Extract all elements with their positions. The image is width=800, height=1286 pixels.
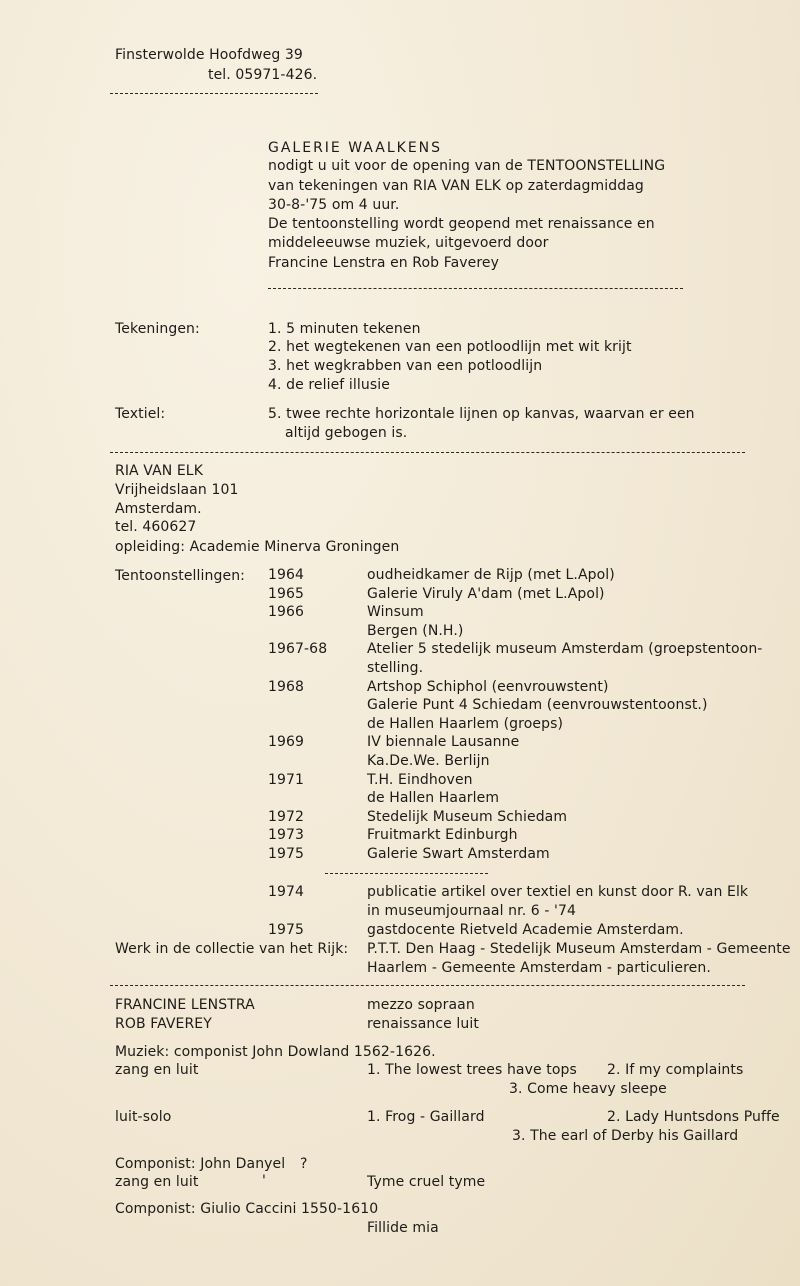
entry-text: Galerie Punt 4 Schiedam (eenvrouwstentoonst.): [367, 697, 708, 714]
performer-name: ROB FAVEREY: [115, 1016, 212, 1032]
drawing-item: 4. de relief illusie: [268, 377, 390, 393]
program-piece: 1. Frog - Gaillard: [367, 1109, 485, 1125]
entry-year: 1966: [268, 604, 305, 621]
program-piece: Fillide mia: [367, 1220, 439, 1236]
artist-education: opleiding: Academie Minerva Groningen: [115, 539, 400, 555]
entry-text: T.H. Eindhoven: [367, 771, 473, 788]
entry-year: 1967-68: [268, 641, 328, 658]
performer-name: FRANCINE LENSTRA: [115, 997, 255, 1013]
entry-text: de Hallen Haarlem (groeps): [367, 715, 564, 732]
artist-phone: tel. 460627: [115, 519, 197, 535]
performer-role: renaissance luit: [367, 1016, 479, 1032]
artist-name: RIA VAN ELK: [115, 463, 203, 479]
program-label: zang en luit: [115, 1174, 199, 1190]
divider: [110, 93, 318, 94]
entry-text: de Hallen Haarlem: [367, 790, 500, 807]
entry-year: 1964: [268, 567, 305, 583]
entry-text: Atelier 5 stedelijk museum Amsterdam (groepstentoon-: [367, 641, 763, 658]
entry-text: Galerie Swart Amsterdam: [367, 846, 550, 862]
composer-heading: Componist: Giulio Caccini 1550-1610: [115, 1201, 379, 1217]
program-piece: Tyme cruel tyme: [367, 1174, 486, 1190]
handwritten-mark: ?: [300, 1156, 308, 1172]
entry-text: oudheidkamer de Rijp (met L.Apol): [367, 567, 615, 583]
textile-item: 5. twee rechte horizontale lijnen op kanvas, waarvan er een: [268, 406, 695, 422]
performer-role: mezzo sopraan: [367, 997, 475, 1013]
entry-text: stelling.: [367, 660, 424, 676]
entry-text: gastdocente Rietveld Academie Amsterdam.: [367, 922, 684, 938]
entry-text: Stedelijk Museum Schiedam: [367, 808, 568, 825]
entry-text: in museumjournaal nr. 6 - '74: [367, 903, 577, 919]
program-label: luit-solo: [115, 1109, 172, 1125]
divider: [110, 452, 745, 453]
divider: [110, 985, 745, 986]
entry-year: 1965: [268, 585, 305, 602]
program-piece: 3. The earl of Derby his Gaillard: [512, 1128, 739, 1144]
artist-city: Amsterdam.: [115, 501, 202, 517]
music-heading: Muziek: componist John Dowland 1562-1626.: [115, 1044, 436, 1060]
textile-label: Textiel:: [115, 406, 166, 422]
program-piece: 2. If my complaints: [607, 1062, 744, 1078]
entry-text: Galerie Viruly A'dam (met L.Apol): [367, 585, 605, 602]
entry-year: 1974: [268, 884, 305, 900]
divider: [325, 873, 488, 874]
entry-text: Ka.De.We. Berlijn: [367, 753, 490, 769]
entry-year: 1972: [268, 808, 305, 825]
invitation-line: nodigt u uit voor de opening van de TENTOONSTELLING: [268, 158, 666, 174]
drawing-item: 2. het wegtekenen van een potloodlijn met wit krijt: [268, 339, 632, 355]
program-label: zang en luit: [115, 1062, 199, 1078]
entry-year: 1968: [268, 678, 305, 695]
invitation-line: middeleeuwse muziek, uitgevoerd door: [268, 235, 549, 251]
program-piece: 1. The lowest trees have tops: [367, 1062, 577, 1078]
entry-year: 1971: [268, 771, 305, 788]
collection-line: P.T.T. Den Haag - Stedelijk Museum Amsterdam - Gemeente: [367, 941, 791, 957]
entry-year: 1973: [268, 827, 305, 844]
sender-phone: tel. 05971-426.: [208, 67, 318, 83]
exhibitions-label: Tentoonstellingen:: [115, 568, 245, 584]
entry-year: 1975: [268, 922, 305, 938]
drawing-item: 3. het wegkrabben van een potloodlijn: [268, 358, 543, 374]
entry-text: publicatie artikel over textiel en kunst door R. van Elk: [367, 884, 749, 900]
entry-text: Bergen (N.H.): [367, 622, 464, 639]
program-piece: 3. Come heavy sleepe: [509, 1081, 667, 1097]
drawing-item: 1. 5 minuten tekenen: [268, 321, 421, 337]
entry-text: Artshop Schiphol (eenvrouwstent): [367, 678, 609, 695]
entry-text: Fruitmarkt Edinburgh: [367, 827, 518, 844]
divider: [268, 288, 683, 289]
program-piece: 2. Lady Huntsdons Puffe: [607, 1109, 780, 1125]
textile-item: altijd gebogen is.: [285, 425, 408, 441]
entry-text: Winsum: [367, 604, 424, 621]
collection-label: Werk in de collectie van het Rijk:: [115, 941, 349, 957]
invitation-line: Francine Lenstra en Rob Faverey: [268, 255, 500, 271]
sender-address: Finsterwolde Hoofdweg 39: [115, 47, 303, 63]
artist-street: Vrijheidslaan 101: [115, 482, 239, 498]
invitation-line: De tentoonstelling wordt geopend met renaissance en: [268, 216, 655, 232]
drawings-label: Tekeningen:: [115, 321, 200, 337]
entry-year: 1975: [268, 846, 305, 862]
invitation-line: van tekeningen van RIA VAN ELK op zaterdagmiddag: [268, 178, 644, 194]
stray-mark: ': [262, 1173, 266, 1189]
composer-heading: Componist: John Danyel: [115, 1156, 286, 1172]
invitation-line: 30-8-'75 om 4 uur.: [268, 197, 400, 213]
gallery-name: GALERIE WAALKENS: [268, 140, 443, 156]
entry-text: IV biennale Lausanne: [367, 734, 520, 751]
entry-year: 1969: [268, 734, 305, 751]
collection-line: Haarlem - Gemeente Amsterdam - particulieren.: [367, 960, 711, 976]
